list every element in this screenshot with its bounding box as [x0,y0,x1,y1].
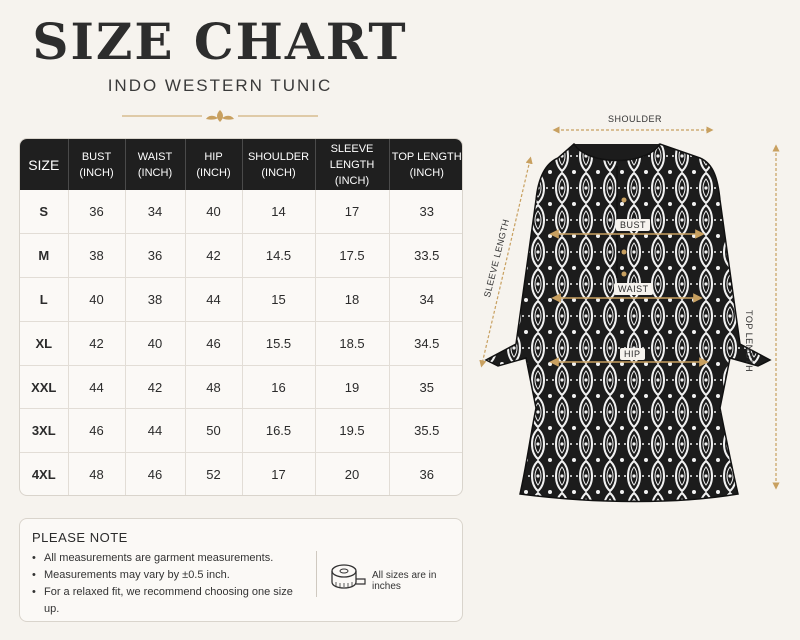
hip-label: HIP [620,348,645,360]
table-row [20,190,463,234]
measurement-cell: 20 [315,453,389,496]
measurement-cell: 48 [185,365,242,409]
measurement-cell: 36 [125,234,185,278]
ornament-divider [122,108,318,124]
column-header-text: (INCH) [137,166,173,179]
column-header-text: BUST [81,150,112,163]
measurement-cell: 46 [125,453,185,496]
column-header-text: (INCH) [79,166,114,179]
button [622,250,627,255]
table-row [20,278,463,322]
measurement-cell: 16 [242,365,315,409]
size-cell: S [20,190,68,234]
page-subtitle: INDO WESTERN TUNIC [107,76,333,95]
column-header-text: TOP LENGTH [391,150,462,163]
table-row [20,365,463,409]
note-item: • For a relaxed fit, we recommend choosing one size up. [32,584,294,618]
column-header [185,139,242,190]
measurement-cell: 42 [68,321,125,365]
size-cell: 3XL [20,409,68,453]
sleeve-length-label: SLEEVE LENGTH [482,217,512,299]
column-header [20,139,68,190]
garment-illustration [478,108,800,508]
divider [316,551,317,597]
note-item: • Measurements may vary by ±0.5 inch. [32,567,294,584]
column-header-text: SHOULDER [247,150,310,163]
column-header-text: SIZE [28,156,60,173]
measurement-cell: 34 [389,278,463,322]
size-cell: L [20,278,68,322]
measurement-cell: 40 [125,321,185,365]
measuring-tape-icon [330,562,366,592]
measurement-cell: 18 [315,278,389,322]
column-header-text: HIP [204,150,223,163]
shoulder-label: SHOULDER [608,114,663,124]
measurement-cell: 16.5 [242,409,315,453]
note-item: • All measurements are garment measurements. [32,550,294,567]
button [622,198,627,203]
measurement-cell: 18.5 [315,321,389,365]
measurement-cell: 36 [68,190,125,234]
measurement-cell: 42 [185,234,242,278]
size-cell: 4XL [20,453,68,496]
note-box [19,518,463,622]
measurement-cell: 17 [315,190,389,234]
measurement-cell: 44 [125,409,185,453]
size-cell: XXL [20,365,68,409]
measurement-cell: 34.5 [389,321,463,365]
column-header [389,139,463,190]
tunic-body [486,144,770,502]
button [622,272,627,277]
measurement-cell: 48 [68,453,125,496]
page-title: SIZE CHART [32,12,408,71]
measurement-cell: 33.5 [389,234,463,278]
column-header-text: (INCH) [409,166,444,179]
size-cell: XL [20,321,68,365]
measurement-cell: 19.5 [315,409,389,453]
measurement-cell: 15 [242,278,315,322]
column-header-text: (INCH) [196,166,231,179]
measurement-cell: 38 [125,278,185,322]
measurement-cell: 15.5 [242,321,315,365]
column-header-text: SLEEVE [330,142,374,155]
measurement-cell: 40 [185,190,242,234]
column-header-text: LENGTH [329,158,375,171]
measurement-cell: 17.5 [315,234,389,278]
measurement-cell: 36 [419,467,434,483]
units-note: All sizes are in inches [372,570,437,592]
column-header-text: WAIST [137,150,173,163]
measurement-cell: 35.5 [389,409,463,453]
measurement-cell: 44 [185,278,242,322]
size-cell: M [20,234,68,278]
column-header [242,139,315,190]
measurement-cell: 46 [185,321,242,365]
measurement-cell: 44 [68,365,125,409]
bust-label: BUST [616,219,650,231]
table-row [20,453,463,496]
measurement-cell: 35 [389,365,463,409]
note-list [32,550,294,618]
measurement-cell: 14 [242,190,315,234]
column-header [315,139,389,190]
column-header-text: (INCH) [334,174,370,187]
measurement-cell: 38 [68,234,125,278]
measurement-cell: 42 [125,365,185,409]
column-header-text: (INCH) [261,166,296,179]
measurement-cell: 34 [125,190,185,234]
note-title: PLEASE NOTE [32,530,128,545]
measurement-cell: 50 [185,409,242,453]
size-chart-table [19,138,463,496]
measurement-cell: 40 [68,278,125,322]
measurement-cell: 33 [389,190,463,234]
waist-label: WAIST [614,283,653,295]
table-row [20,234,463,278]
column-header [125,139,185,190]
measurement-cell: 52 [185,453,242,496]
table-row [20,321,463,365]
top-length-label: TOP LENGTH [744,310,754,373]
measurement-cell: 19 [315,365,389,409]
measurement-cell: 17 [242,453,315,496]
column-header [68,139,125,190]
measurement-cell: 46 [68,409,125,453]
measurement-cell: 14.5 [242,234,315,278]
table-row [20,409,463,453]
